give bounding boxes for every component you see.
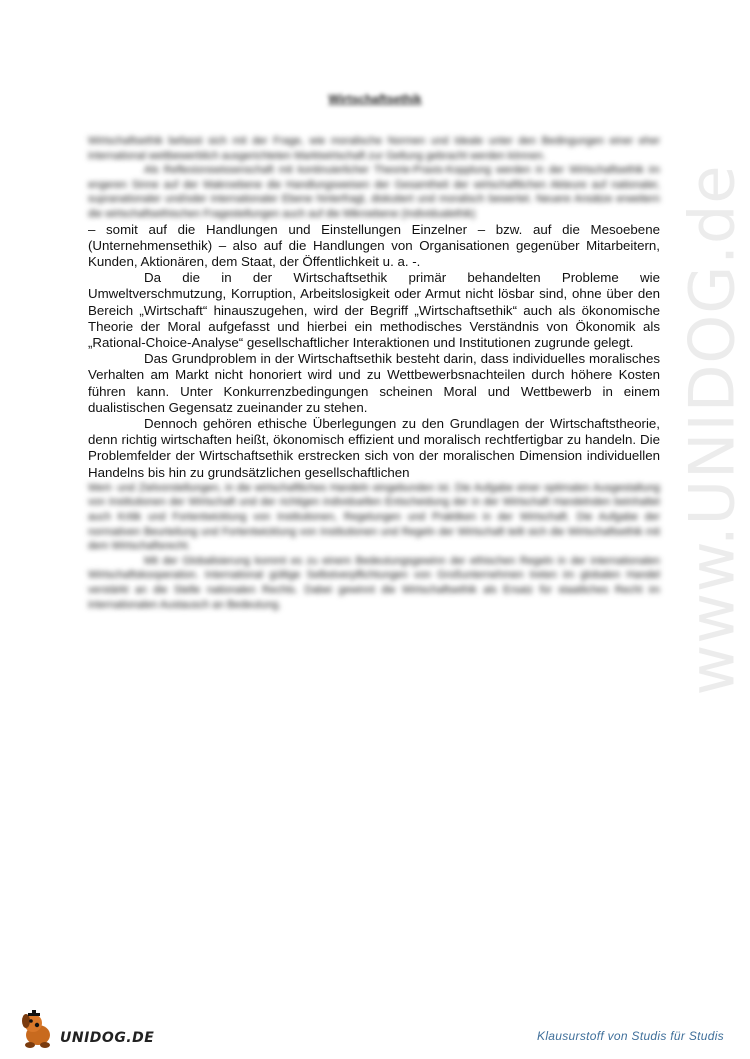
paragraph-blurred-4: Mit der Globalisierung kommt es zu einem Bedeutungsgewinn der ethischen Regeln in der internationalen Wirtschaftskooperation. International gültige Selbstverpflichtungen von Großunternehmen treten im globalen Handel verstärkt an die Stelle nationalen Rechts. Dabei gewinnt die Wirtschaftsethik als Ersatz für staatliches Recht im internationalen Austausch an Bedeutung. (88, 554, 660, 611)
paragraph-clear-1: – somit auf die Handlungen und Einstellungen Einzelner – bzw. auf die Mesoebene (Unternehmensethik) – also auf die Handlungen von Organisationen gegenüber Mitarbeitern, Kunden, Aktionären, dem Staat, der Öffentlichkeit u. a. -. (88, 221, 660, 269)
logo-text: UNIDOG.DE (60, 1030, 155, 1046)
unidog-logo[interactable] (18, 1008, 154, 1050)
paragraph-clear-3: Das Grundproblem in der Wirtschaftsethik besteht darin, dass individuelles moralisches Verhalten am Markt nicht honoriert wird und zu Wettbewerbsnachteilen durch höhere Kosten führen kann. Unter Konkurrenzbedingungen scheinen Moral und Wettbewerb in einem dualistischen Gegensatz zueinander zu stehen. (88, 351, 660, 415)
paragraph-blurred-1: Wirtschaftsethik befasst sich mit der Frage, wie moralische Normen und Ideale unter den Bedingungen einer eher international wettbewerblich ausgerichteten Marktwirtschaft zur Geltung gebracht werden können. (88, 135, 660, 162)
watermark-text: www.UNIDOG.de (675, 164, 749, 696)
document-body (88, 134, 660, 612)
paragraph-clear-4: Dennoch gehören ethische Überlegungen zu den Grundlagen der Wirtschaftstheorie, denn richtig wirtschaften heißt, ökonomisch effizient und moralisch rechtfertigbar zu handeln. Die Problemfelder der Wirtschaftsethik erstrecken sich von der moralischen Dimension individuellen Handelns bis hin zu grundsätzlichen gesellschaftlichen (88, 416, 660, 480)
footer-tagline: Klausurstoff von Studis für Studis (537, 1029, 724, 1043)
blurred-section-top (88, 134, 660, 222)
paragraph-blurred-2: Als Reflexionswissenschaft mit kontinuierlicher Theorie-Praxis-Kopplung werden in der Wirtschaftsethik im engeren Sinne auf der Makroebene die Handlungsweisen der Gesamtheit der wirtschaftlichen Akteure auf nationaler, supranationaler und/oder internationaler Ebene hinterfragt, diskutiert und moralisch bewertet. Neuere Ansätze erweitern die wirtschaftsethischen Fragestellungen auch auf die Mikroebene (Individualethik) (88, 164, 660, 220)
blurred-section-bottom (88, 481, 660, 612)
dog-mascot-icon (18, 1009, 58, 1049)
document-title: Wirtschaftsethik (328, 92, 422, 106)
paragraph-clear-2: Da die in der Wirtschaftsethik primär behandelten Probleme wie Umweltverschmutzung, Korruption, Arbeitslosigkeit oder Armut nicht lösbar sind, ohne über den Bereich „Wirtschaft“ hinauszugehen, wird der Begriff „Wirtschaftsethik“ auch als ökonomische Theorie der Moral aufgefasst und hierbei ein methodisches Verständnis von Ökonomik als „Rational-Choice-Analyse“ gesellschaftlicher Interaktionen und Institutionen zugrunde gelegt. (88, 270, 660, 350)
paragraph-blurred-3: Wert- und Zielvorstellungen, in die wirtschaftliches Handeln eingebunden ist. Die Aufgabe einer optimalen Ausgestaltung von Institutionen der Wirtschaft und der richtigen individuellen Entscheidung der in der Wirtschaft Handelnden beinhaltet auch Kritik und Fortentwicklung von Institutionen, Regelungen und Praktiken in der Wirtschaft. Die Aufgabe der normativen Beurteilung und Fortentwicklung von Institutionen und Regeln der Wirtschaft teilt sich die Wirtschaftsethik mit dem Wirtschaftsrecht. (88, 481, 660, 553)
